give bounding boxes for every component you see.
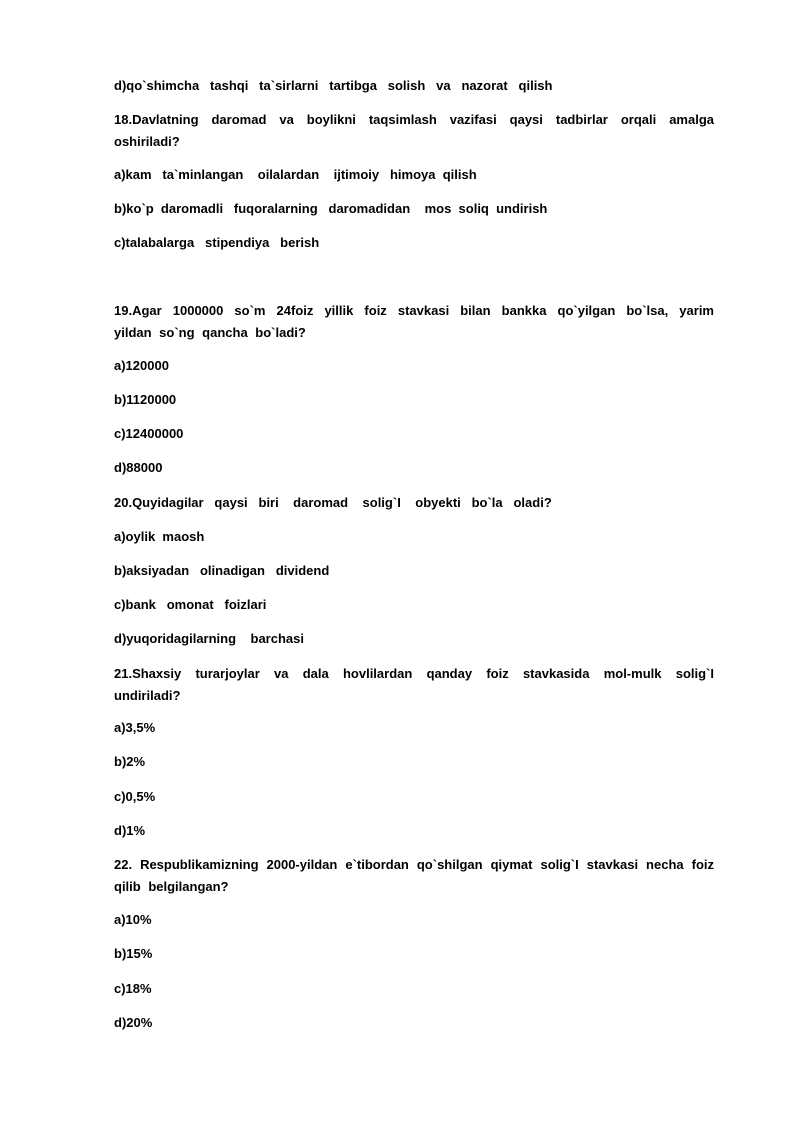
answer-option-21b: b)2% [114,754,146,769]
answer-option-22b: b)15% [114,946,153,961]
answer-option-19c: c)12400000 [114,426,184,441]
question-18: 18.Davlatning daromad va boylikni taqsimlash vazifasi qaysi tadbirlar orqali amalga oshiriladi? [114,112,714,149]
question-19: 19.Agar 1000000 so`m 24foiz yillik foiz stavkasi bilan bankka qo`yilgan bo`lsa, yarim yildan so`ng qancha bo`ladi? [114,303,714,340]
question-21: 21.Shaxsiy turarjoylar va dala hovlilardan qanday foiz stavkasida mol-mulk solig`I undiriladi? [114,666,714,703]
answer-option-18a: a)kam ta`minlangan oilalardan ijtimoiy himoya qilish [114,167,477,182]
answer-option-22d: d)20% [114,1015,153,1030]
answer-option-19d: d)88000 [114,460,163,475]
answer-option-19b: b)1120000 [114,392,177,407]
answer-option-22c: c)18% [114,981,152,996]
answer-option-21d: d)1% [114,823,146,838]
answer-option-22a: a)10% [114,912,152,927]
answer-option-20c: c)bank omonat foizlari [114,597,267,612]
answer-option-20d: d)yuqoridagilarning barchasi [114,631,304,646]
answer-option-18c: c)talabalarga stipendiya berish [114,235,320,250]
answer-option-20a: a)oylik maosh [114,529,205,544]
answer-option-17d: d)qo`shimcha tashqi ta`sirlarni tartibga solish va nazorat qilish [114,78,553,93]
answer-option-19a: a)120000 [114,358,169,373]
answer-option-21a: a)3,5% [114,720,156,735]
answer-option-21c: c)0,5% [114,789,156,804]
question-20: 20.Quyidagilar qaysi biri daromad solig`I obyekti bo`la oladi? [114,495,552,510]
answer-option-18b: b)ko`p daromadli fuqoralarning daromadidan mos soliq undirish [114,201,548,216]
question-22: 22. Respublikamizning 2000-yildan e`tibordan qo`shilgan qiymat solig`I stavkasi necha foiz qilib belgilangan? [114,857,714,894]
answer-option-20b: b)aksiyadan olinadigan dividend [114,563,330,578]
